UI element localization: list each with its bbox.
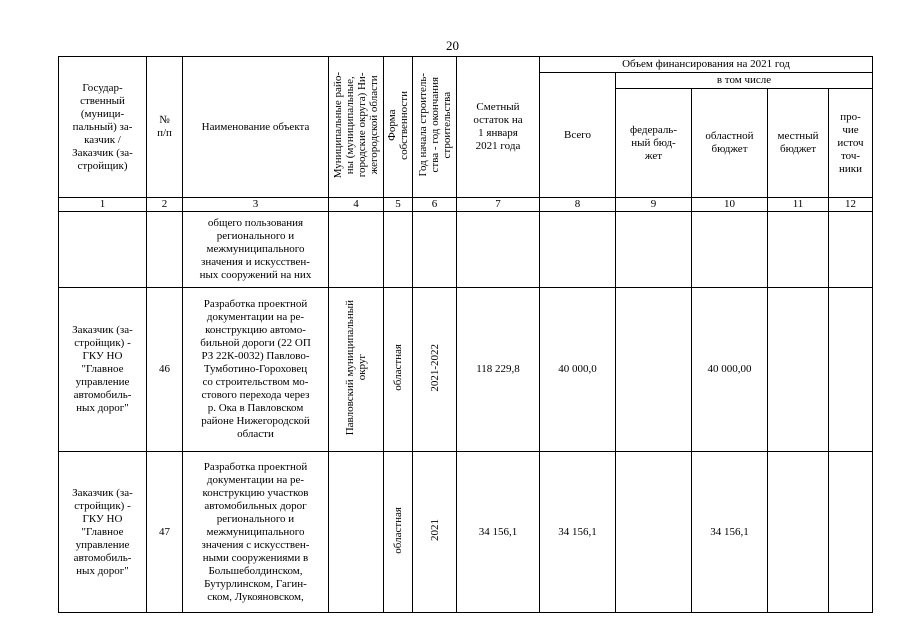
col-number: 8	[540, 198, 616, 212]
cell-number: 47	[147, 452, 183, 613]
col-number: 12	[829, 198, 873, 212]
cell-number: 46	[147, 288, 183, 452]
col-number: 6	[413, 198, 457, 212]
cell-years	[413, 212, 457, 288]
header-federal: федераль- ный бюд- жет	[616, 89, 692, 198]
cell-local	[768, 288, 829, 452]
table-row	[59, 212, 873, 288]
cell-estimate: 34 156,1	[457, 452, 540, 613]
header-customer: Государ- ственный (муници- пальный) за- казчик / Заказчик (за- стройщик)	[59, 57, 147, 198]
cell-customer	[59, 212, 147, 288]
col-number: 1	[59, 198, 147, 212]
cell-other	[829, 452, 873, 613]
cell-municipality	[329, 452, 384, 613]
cell-estimate	[457, 212, 540, 288]
header-local: местный бюджет	[768, 89, 829, 198]
cell-municipality	[329, 212, 384, 288]
cell-years: 2021-2022	[413, 288, 457, 452]
table-row	[59, 452, 873, 613]
cell-regional	[692, 212, 768, 288]
cell-regional: 34 156,1	[692, 452, 768, 613]
header-regional: областной бюджет	[692, 89, 768, 198]
header-number: № п/п	[147, 57, 183, 198]
cell-local	[768, 212, 829, 288]
cell-estimate: 118 229,8	[457, 288, 540, 452]
header-municipality: Муниципальные райо- ны (муниципальные, городские округа) Ни- жегородской области	[329, 57, 384, 198]
table-row	[59, 288, 873, 452]
col-number: 11	[768, 198, 829, 212]
cell-number	[147, 212, 183, 288]
col-number: 2	[147, 198, 183, 212]
col-number: 7	[457, 198, 540, 212]
header-financing: Объем финансирования на 2021 год	[540, 57, 873, 73]
cell-ownership: областная	[384, 288, 413, 452]
cell-object: Разработка проектной документации на ре- конструкцию автомо- бильной дороги (22 ОП РЗ 22К-0032) Павлово- Тумботино-Гороховец со строительством мо- стового перехода через р. Ока в Павловском районе Нижегородской области	[183, 288, 329, 452]
cell-customer: Заказчик (за- стройщик) - ГКУ НО "Главное управление автомобиль- ных дорог"	[59, 288, 147, 452]
cell-object: общего пользования регионального и межмуниципального значения и искусствен- ных сооружений на них	[183, 212, 329, 288]
page-number: 20	[446, 38, 459, 53]
col-number: 5	[384, 198, 413, 212]
cell-years: 2021	[413, 452, 457, 613]
header-estimate: Сметный остаток на 1 января 2021 года	[457, 57, 540, 198]
cell-federal	[616, 452, 692, 613]
financing-table	[58, 56, 873, 613]
col-number: 4	[329, 198, 384, 212]
header-other: про- чие источ точ- ники	[829, 89, 873, 198]
col-number: 3	[183, 198, 329, 212]
cell-other	[829, 288, 873, 452]
header-ownership: Форма собственности	[384, 57, 413, 198]
cell-municipality: Павловский муниципальный округ	[329, 288, 384, 452]
cell-regional: 40 000,00	[692, 288, 768, 452]
cell-object: Разработка проектной документации на ре- конструкцию участков автомобильных дорог регионального и межмуниципального значения с искусствен- ными сооружениями в Большеболдинском, Бутурлинском, Гагин- ском, Лукояновском,	[183, 452, 329, 613]
cell-customer: Заказчик (за- стройщик) - ГКУ НО "Главное управление автомобиль- ных дорог"	[59, 452, 147, 613]
cell-total: 34 156,1	[540, 452, 616, 613]
cell-federal	[616, 288, 692, 452]
header-total: Всего	[540, 73, 616, 198]
cell-total: 40 000,0	[540, 288, 616, 452]
cell-ownership: областная	[384, 452, 413, 613]
header-including: в том числе	[616, 73, 873, 89]
header-object: Наименование объекта	[183, 57, 329, 198]
cell-federal	[616, 212, 692, 288]
cell-local	[768, 452, 829, 613]
cell-total	[540, 212, 616, 288]
header-years: Год начала строитель- ства - год окончания строительства	[413, 57, 457, 198]
cell-other	[829, 212, 873, 288]
col-number: 9	[616, 198, 692, 212]
col-number: 10	[692, 198, 768, 212]
cell-ownership	[384, 212, 413, 288]
